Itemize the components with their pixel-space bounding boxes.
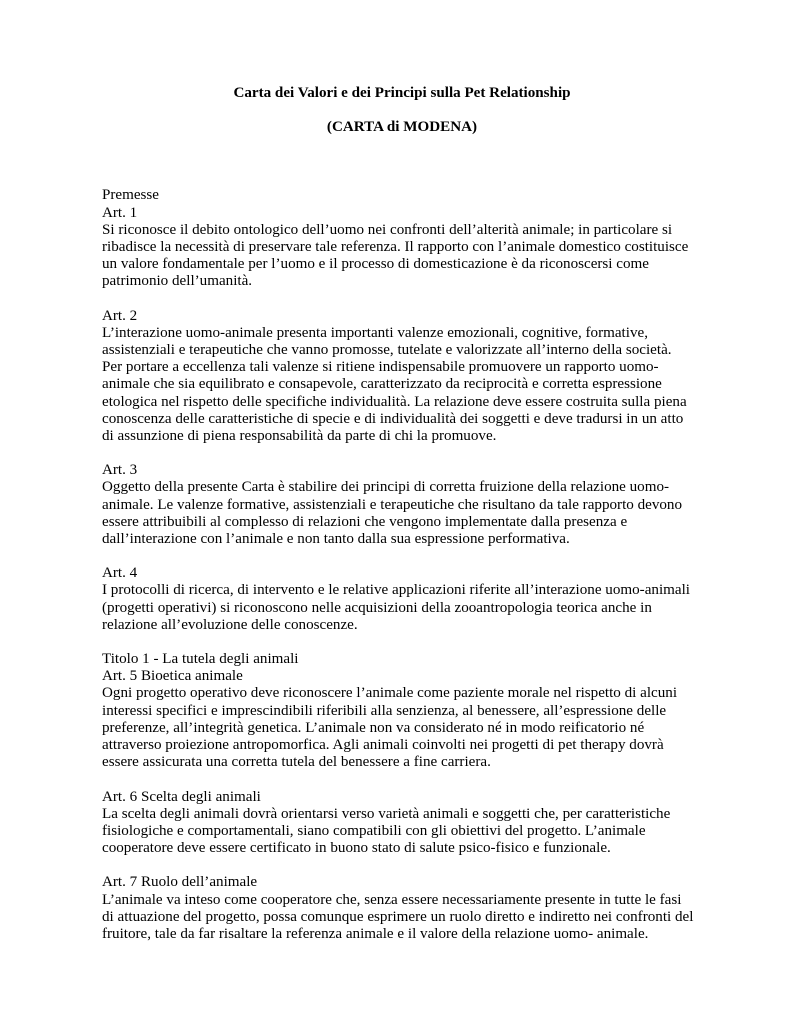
section-text: La scelta degli animali dovrà orientarsi verso varietà animali e soggetti che, per caratteristiche fisiologiche e comportamentali, siano compatibili con gli obiettivi del progetto. L’animale cooperatore deve essere certificato in buono stato di salute psico-fisico e funzionale. (102, 805, 671, 857)
art-7-section (102, 874, 694, 943)
section-heading: Art. 3 (102, 462, 138, 479)
section-heading: Art. 7 Ruolo dell’animale (102, 874, 258, 891)
titolo-heading: Titolo 1 - La tutela degli animali (102, 651, 299, 668)
art-2-section (102, 308, 694, 446)
document-title: Carta dei Valori e dei Principi sulla Pet Relationship (233, 85, 571, 101)
art-6-section (102, 789, 694, 858)
section-heading: Art. 1 (102, 204, 138, 221)
section-heading: Art. 4 (102, 565, 138, 582)
art-5-section (102, 651, 694, 771)
section-heading: Art. 6 Scelta degli animali (102, 788, 261, 805)
section-heading: Art. 5 Bioetica animale (102, 668, 243, 685)
section-text: Si riconosce il debito ontologico dell’uomo nei confronti dell’alterità animale; in particolare si ribadisce la necessità di preservare tale referenza. Il rapporto con l’animale domestico costituisce un valore fondamentale per l’uomo e il processo di domesticazione è da riconoscersi come patrimonio dell’umanità. (102, 221, 689, 290)
section-text: L’interazione uomo-animale presenta importanti valenze emozionali, cognitive, formative, assistenziali e terapeutiche che vanno promosse, tutelate e valorizzate all’interno della società. Per portare a eccellenza tali valenze si ritiene indispensabile promuovere un rapporto uomo-animale che sia equilibrato e consapevole, caratterizzato da reciprocità e corretta espressione etologica nel rispetto delle specifiche individualità. La relazione deve essere costruita sulla piena conoscenza delle caratteristiche di specie e di individualità dei soggetti e deve tradursi in un atto di assunzione di piena responsabilità da parte di chi la promuove. (102, 324, 687, 445)
section-heading: Art. 2 (102, 307, 138, 324)
premesse-heading: Premesse (102, 187, 160, 204)
section-text: Ogni progetto operativo deve riconoscere l’animale come paziente morale nel rispetto di alcuni interessi specifici e imprescindibili riferibili alla senzienza, al benessere, all’espressione delle preferenze, all’integrità genetica. L’animale non va considerato né in modo reificatorio né attraverso proiezione antropomorfica. Agli animali coinvolti nei progetti di pet therapy dovrà essere assicurata una corretta tutela del benessere a fine carriera. (102, 685, 678, 771)
art-4-section (102, 565, 694, 634)
premesse-block (102, 187, 694, 943)
document-page (102, 85, 694, 943)
section-text: L’animale va inteso come cooperatore che, senza essere necessariamente presente in tutte le fasi di attuazione del progetto, possa comunque esprimere un ruolo diretto e indiretto nei confronti del fruitore, tale da far risaltare la referenza animale e il valore della relazione uomo- animale. (102, 891, 694, 942)
art-1-section (102, 187, 694, 290)
section-text: I protocolli di ricerca, di intervento e le relative applicazioni riferite all’interazione uomo-animali (progetti operativi) si riconoscono nelle acquisizioni della zooantropologia teorica anche in relazione all’evoluzione delle conoscenze. (102, 582, 690, 633)
document-subtitle: (CARTA di MODENA) (326, 119, 478, 136)
art-3-section (102, 462, 694, 548)
section-text: Oggetto della presente Carta è stabilire dei principi di corretta fruizione della relazione uomo-animale. Le valenze formative, assistenziali e terapeutiche che risultano da tale rapporto devono essere attribuibili al complesso di relazioni che vengono implementate dalla presenza e dall’interazione con l’animale e non tanto dalla sua espressione performativa. (102, 479, 683, 548)
